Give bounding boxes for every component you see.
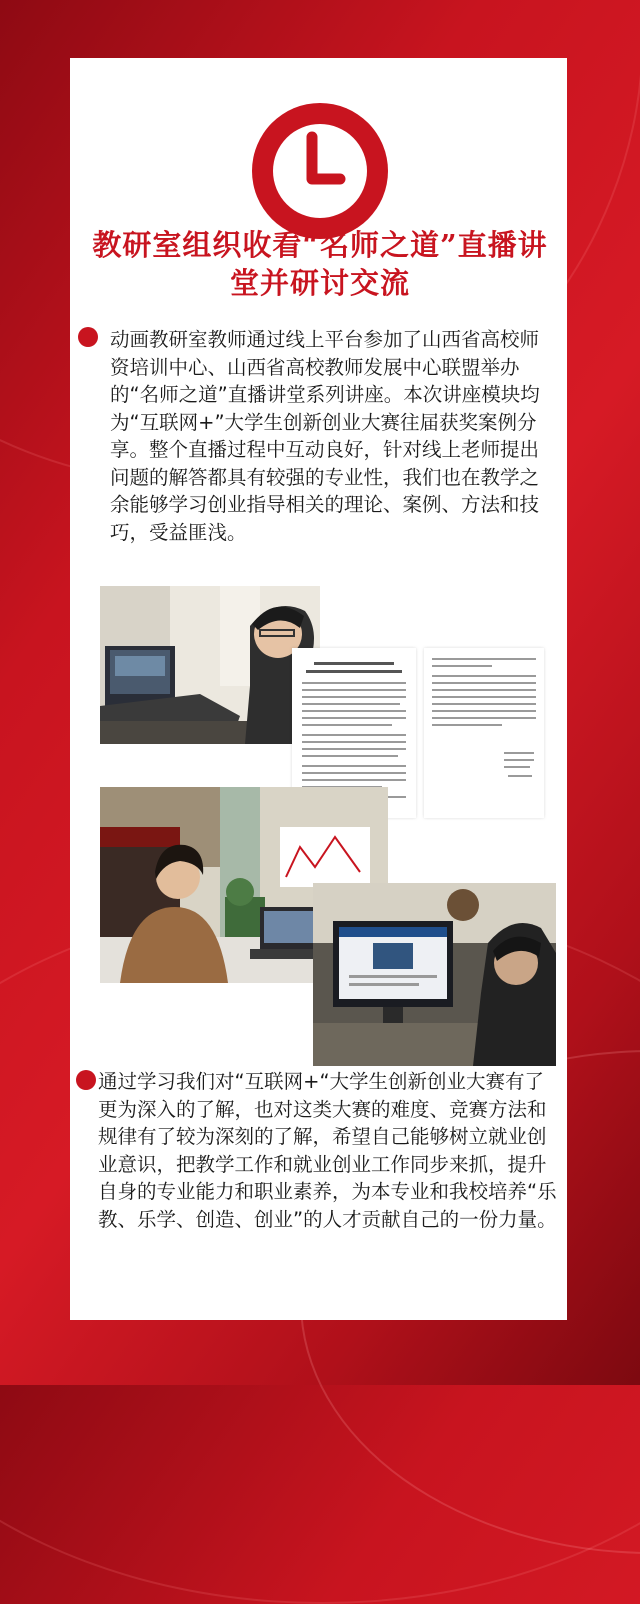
paragraph-intro: 动画教研室教师通过线上平台参加了山西省高校师资培训中心、山西省高校教师发展中心联盟举办的“名师之道”直播讲堂系列讲座。本次讲座模块均为“互联网+”大学生创新创业大赛往届获奖案例分享。整个直播过程中互动良好，针对线上老师提出问题的解答都具有较强的专业性，我们也在教学之余能够学习创业指导相关的理论、案例、方法和技巧，受益匪浅。 <box>110 328 540 544</box>
bullet-dot <box>78 327 98 347</box>
paragraph-conclusion: 通过学习我们对“互联网+“大学生创新创业大赛有了更为深入的了解，也对这类大赛的难度、竞赛方法和规律有了较为深刻的了解，希望自己能够树立就业创业意识，把教学工作和就业创业工作同步来抓，提升自身的专业能力和职业素养，为本专业和我校培养“乐教、乐学、创造、创业”的人才贡献自己的一份力量。 <box>98 1070 557 1231</box>
photo-teacher-monitor <box>313 883 556 1066</box>
clock-icon <box>252 103 388 239</box>
bullet-dot <box>76 1070 96 1090</box>
document-scan-page-2 <box>424 648 544 818</box>
photo-teacher-laptop <box>100 586 320 744</box>
page-title: 教研室组织收看“名师之道”直播讲堂并研讨交流 <box>92 228 548 300</box>
